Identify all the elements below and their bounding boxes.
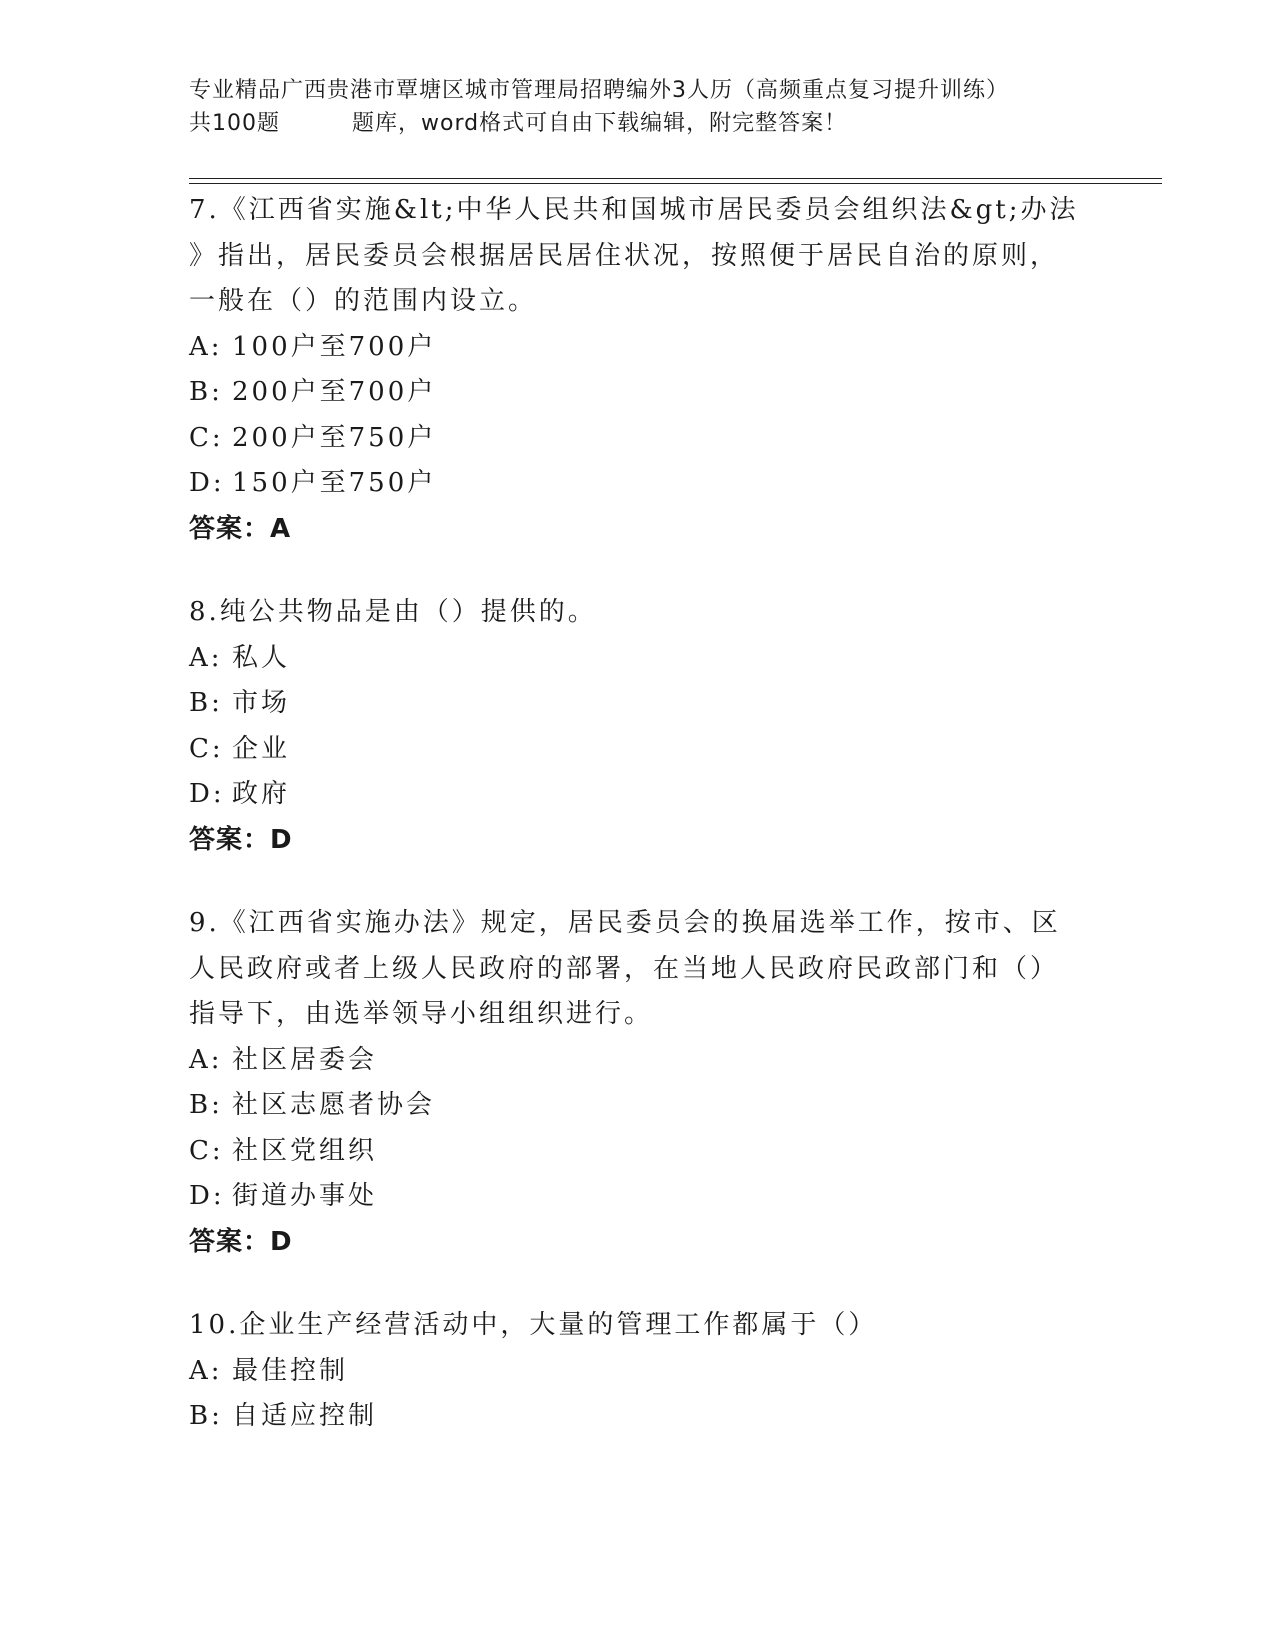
option-letter: D:: [189, 468, 225, 498]
header-subtitle-line: [189, 107, 1109, 140]
option-d: [189, 772, 1089, 818]
option-text: 政府: [232, 779, 291, 809]
option-text: 自适应控制: [232, 1401, 378, 1431]
question-text-line: 指导下，由选举领导小组组织进行。: [189, 999, 654, 1029]
answer-line: 答案：A: [189, 513, 292, 544]
answer-line: 答案：D: [189, 1226, 293, 1257]
option-text: 150户至750户: [232, 468, 437, 498]
option-b: [189, 370, 1089, 416]
option-letter: D:: [189, 779, 225, 809]
option-a: [189, 1349, 1089, 1395]
option-text: 社区党组织: [232, 1135, 378, 1166]
option-letter: B:: [189, 377, 223, 407]
option-b: [189, 681, 1089, 727]
option-letter: B:: [189, 688, 223, 718]
question-text-line: 人民政府或者上级人民政府的部署，在当地人民政府民政部门和（）: [189, 953, 1060, 984]
question-9: [189, 901, 1089, 1265]
option-text: 100户至700户: [232, 331, 437, 362]
option-a: [189, 636, 1089, 682]
option-letter: A:: [189, 642, 223, 673]
option-c: [189, 416, 1089, 462]
option-text: 企业: [232, 733, 291, 764]
option-letter: A:: [189, 1044, 223, 1075]
question-list: [189, 188, 1089, 1478]
question-7: [189, 188, 1089, 552]
option-text: 200户至700户: [232, 377, 437, 407]
option-letter: A:: [189, 331, 223, 362]
option-text: 最佳控制: [232, 1355, 349, 1386]
option-text: 200户至750户: [232, 422, 437, 453]
option-letter: C:: [189, 1135, 224, 1166]
question-text-line: 9.《江西省实施办法》规定，居民委员会的换届选举工作，按市、区: [189, 908, 1061, 938]
header-title-line: 专业精品广西贵港市覃塘区城市管理局招聘编外3人历（高频重点复习提升训练）: [189, 78, 1009, 103]
option-text: 市场: [232, 688, 291, 718]
option-letter: D:: [189, 1181, 225, 1211]
option-c: [189, 727, 1089, 773]
option-a: [189, 1038, 1089, 1084]
option-letter: C:: [189, 733, 224, 764]
option-d: [189, 1174, 1089, 1220]
option-c: [189, 1129, 1089, 1175]
option-b: [189, 1394, 1089, 1440]
question-10: [189, 1303, 1089, 1440]
question-text-line: 10.企业生产经营活动中，大量的管理工作都属于（）: [189, 1310, 878, 1340]
option-text: 社区居委会: [232, 1044, 378, 1075]
question-text-line: 7.《江西省实施&lt;中华人民共和国城市居民委员会组织法&gt;办法: [189, 195, 1079, 225]
header-divider-bottom: [189, 183, 1162, 184]
option-d: [189, 461, 1089, 507]
answer-line: 答案：D: [189, 824, 293, 855]
header-divider-top: [189, 178, 1162, 179]
option-b: [189, 1083, 1089, 1129]
question-8: [189, 590, 1089, 863]
document-header: [189, 74, 1109, 140]
question-text-line: 一般在（）的范围内设立。: [189, 286, 538, 316]
option-letter: B:: [189, 1401, 223, 1431]
question-text-line: 》指出，居民委员会根据居民居住状况，按照便于居民自治的原则，: [189, 240, 1060, 271]
option-letter: B:: [189, 1090, 223, 1120]
option-text: 街道办事处: [232, 1181, 378, 1211]
option-text: 私人: [232, 642, 291, 673]
option-letter: A:: [189, 1355, 223, 1386]
question-text-line: 8.纯公共物品是由（）提供的。: [189, 597, 597, 627]
option-letter: C:: [189, 422, 224, 453]
header-question-count: 共100题: [189, 111, 280, 136]
option-a: [189, 325, 1089, 371]
option-text: 社区志愿者协会: [232, 1090, 436, 1120]
header-description: 题库，word格式可自由下载编辑，附完整答案！: [352, 111, 848, 136]
